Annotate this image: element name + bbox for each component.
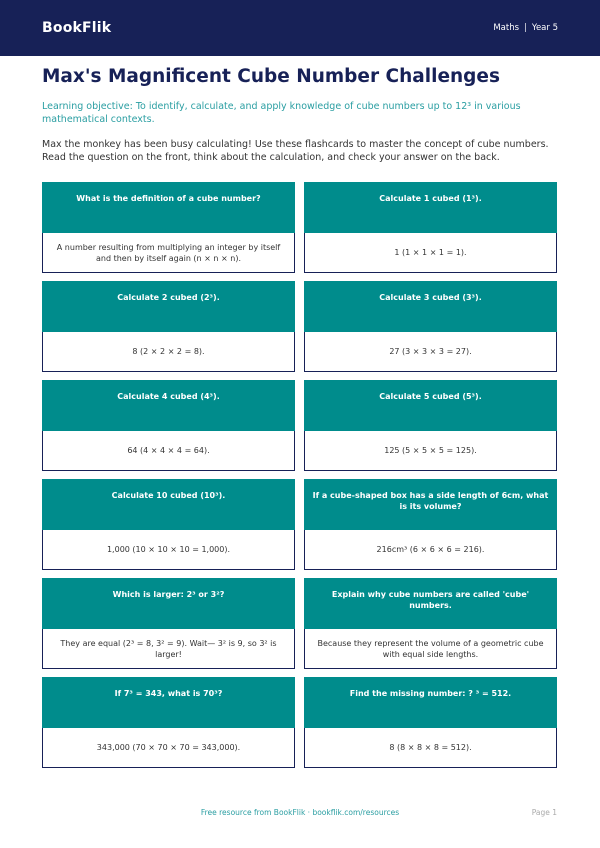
flashcard-answer: Because they represent the volume of a geometric cube with equal side lengths. bbox=[304, 629, 557, 669]
subject-label: Maths bbox=[493, 23, 520, 33]
flashcard-question: Find the missing number: ? ³ = 512. bbox=[304, 677, 557, 728]
flashcard-answer: 125 (5 × 5 × 5 = 125). bbox=[304, 431, 557, 471]
flashcard-question: If a cube-shaped box has a side length of 6cm, what is its volume? bbox=[304, 479, 557, 530]
flashcard bbox=[304, 182, 557, 273]
flashcard-question: Calculate 1 cubed (1³). bbox=[304, 182, 557, 233]
flashcard bbox=[304, 677, 557, 768]
learning-objective: Learning objective: To identify, calculate, and apply knowledge of cube numbers up to 12³ in various mathematical contexts. bbox=[42, 101, 521, 125]
year-label: Year 5 bbox=[531, 23, 558, 33]
flashcard bbox=[42, 281, 295, 372]
subject-meta bbox=[493, 23, 558, 33]
flashcard-answer: A number resulting from multiplying an integer by itself and then by itself again (n × n × n). bbox=[42, 233, 295, 273]
flashcard bbox=[42, 578, 295, 669]
footer-resource-link[interactable]: Free resource from BookFlik · bookflik.com/resources bbox=[200, 808, 400, 817]
flashcard-question: What is the definition of a cube number? bbox=[42, 182, 295, 233]
page-header bbox=[0, 0, 600, 56]
flashcard-question: Calculate 5 cubed (5³). bbox=[304, 380, 557, 431]
flashcard-answer: 27 (3 × 3 × 3 = 27). bbox=[304, 332, 557, 372]
flashcard-question: Which is larger: 2³ or 3²? bbox=[42, 578, 295, 629]
flashcard-answer: They are equal (2³ = 8, 3² = 9). Wait— 3² is 9, so 3² is larger! bbox=[42, 629, 295, 669]
flashcard-question: Calculate 3 cubed (3³). bbox=[304, 281, 557, 332]
flashcard-question: Explain why cube numbers are called 'cube' numbers. bbox=[304, 578, 557, 629]
flashcard-answer: 64 (4 × 4 × 4 = 64). bbox=[42, 431, 295, 471]
flashcard-answer: 1 (1 × 1 × 1 = 1). bbox=[304, 233, 557, 273]
flashcard-answer: 216cm³ (6 × 6 × 6 = 216). bbox=[304, 530, 557, 570]
page-number: Page 1 bbox=[531, 808, 557, 817]
flashcard-grid bbox=[42, 182, 557, 768]
flashcard bbox=[304, 578, 557, 669]
flashcard bbox=[42, 182, 295, 273]
flashcard-answer: 343,000 (70 × 70 × 70 = 343,000). bbox=[42, 728, 295, 768]
meta-separator: | bbox=[524, 23, 527, 33]
page-title: Max's Magnificent Cube Number Challenges bbox=[42, 66, 500, 87]
page-footer bbox=[0, 807, 600, 821]
flashcard-question: Calculate 4 cubed (4³). bbox=[42, 380, 295, 431]
flashcard-question: Calculate 10 cubed (10³). bbox=[42, 479, 295, 530]
flashcard-answer: 8 (8 × 8 × 8 = 512). bbox=[304, 728, 557, 768]
flashcard bbox=[42, 677, 295, 768]
flashcard-question: If 7³ = 343, what is 70³? bbox=[42, 677, 295, 728]
flashcard-answer: 1,000 (10 × 10 × 10 = 1,000). bbox=[42, 530, 295, 570]
brand-logo: BookFlik bbox=[42, 20, 112, 36]
flashcard bbox=[304, 380, 557, 471]
flashcard bbox=[304, 281, 557, 372]
flashcard bbox=[42, 479, 295, 570]
flashcard-question: Calculate 2 cubed (2³). bbox=[42, 281, 295, 332]
flashcard bbox=[304, 479, 557, 570]
intro-text: Max the monkey has been busy calculating! Use these flashcards to master the concept of cube numbers. Read the question on the front, think about the calculation, and check your answer on the back. bbox=[42, 139, 549, 163]
flashcard-answer: 8 (2 × 2 × 2 = 8). bbox=[42, 332, 295, 372]
flashcard bbox=[42, 380, 295, 471]
